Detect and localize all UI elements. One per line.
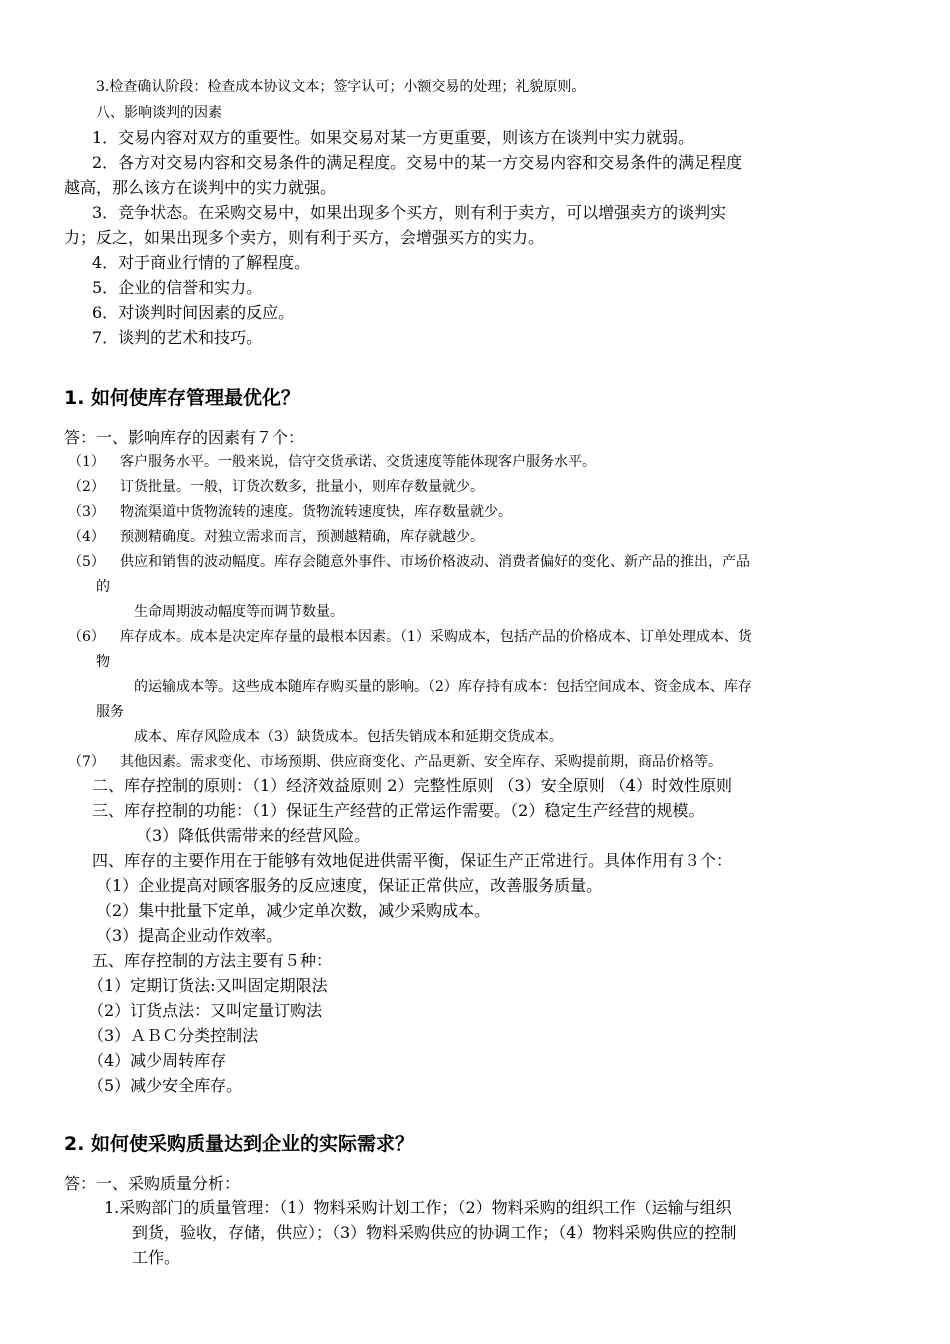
list-item-wrap: 服务 (96, 704, 124, 720)
list-item-number: （7） (68, 754, 105, 770)
list-item-continuation: 工作。 (132, 1248, 181, 1267)
list-item (68, 755, 722, 769)
list-item: （1）企业提高对顾客服务的反应速度，保证正常供应，改善服务质量。 (96, 876, 603, 895)
list-item: （1）定期订货法:又叫固定期限法 (88, 976, 328, 995)
list-item-wrap: 物 (96, 654, 110, 670)
list-item-continuation: 成本、库存风险成本（3）缺货成本。包括失销成本和延期交货成本。 (134, 729, 563, 745)
list-item (68, 530, 484, 544)
list-item-number: （1） (68, 454, 105, 470)
list-item-number: （4） (68, 529, 105, 545)
list-item-text: 客户服务水平。一般来说，信守交货承诺、交货速度等能体现客户服务水平。 (120, 454, 596, 470)
list-item-number: （5） (68, 554, 105, 570)
list-item: 6．对谈判时间因素的反应。 (92, 303, 295, 322)
list-item-text: 物流渠道中货物流转的速度。货物流转速度快，库存数量就少。 (120, 504, 512, 520)
list-item-number: （3） (68, 504, 105, 520)
list-item-continuation: 生命周期波动幅度等而调节数量。 (134, 604, 344, 620)
section-heading: 四、库存的主要作用在于能够有效地促进供需平衡，保证生产正常进行。具体作用有３个： (92, 851, 733, 870)
list-item: 1.采购部门的质量管理：（1）物料采购计划工作；（2）物料采购的组织工作（运输与组织 (104, 1198, 732, 1217)
list-item-wrap: 的 (96, 579, 110, 595)
list-item-continuation: 的运输成本等。这些成本随库存购买量的影响。（2）库存持有成本：包括空间成本、资金成本、库存 (134, 679, 752, 695)
list-item-text: 供应和销售的波动幅度。库存会随意外事件、市场价格波动、消费者偏好的变化、新产品的推出，产品 (120, 554, 750, 570)
answer-intro: 答：一、采购质量分析： (64, 1174, 241, 1193)
list-item-continuation: 力；反之，如果出现多个卖方，则有利于买方，会增强买方的实力。 (64, 228, 545, 247)
list-item: （2）订货点法：又叫定量订购法 (88, 1001, 323, 1020)
list-item: （3）提高企业动作效率。 (96, 926, 283, 945)
list-item-text: 预测精确度。对独立需求而言，预测越精确，库存就越少。 (120, 529, 484, 545)
list-item: 2．各方对交易内容和交易条件的满足程度。交易中的某一方交易内容和交易条件的满足程度 (92, 153, 743, 172)
section-heading: 三、库存控制的功能：（1）保证生产经营的正常运作需要。（2）稳定生产经营的规模。 (92, 801, 705, 820)
list-item: 7．谈判的艺术和技巧。 (92, 328, 263, 347)
list-item-text: 订货批量。一般，订货次数多，批量小，则库存数量就少。 (120, 479, 484, 495)
answer-intro: 答：一、影响库存的因素有７个： (64, 428, 305, 447)
list-item: （5）减少安全库存。 (88, 1076, 243, 1095)
list-item-number: （2） (68, 479, 105, 495)
question-title: 1. 如何使库存管理最优化？ (64, 387, 301, 409)
section-heading: 五、库存控制的方法主要有５种： (92, 951, 333, 970)
list-item (68, 630, 752, 644)
list-item: （4）减少周转库存 (88, 1051, 227, 1070)
list-item (68, 455, 596, 469)
list-item: 5．企业的信誉和实力。 (92, 278, 263, 297)
list-item: （2）集中批量下定单，减少定单次数，减少采购成本。 (96, 901, 491, 920)
list-item-text: 库存成本。成本是决定库存量的最根本因素。（1）采购成本，包括产品的价格成本、订单处理成本、货 (120, 629, 752, 645)
list-item (68, 555, 750, 569)
list-item-number: （6） (68, 629, 105, 645)
list-item: 4．对于商业行情的了解程度。 (92, 253, 311, 272)
section-heading: 二、库存控制的原则：（1）经济效益原则 2）完整性原则 （3）安全原则 （4）时效性原则 (92, 776, 732, 795)
list-item-continuation: 到货，验收，存储，供应）；（3）物料采购供应的协调工作；（4）物料采购供应的控制 (132, 1223, 737, 1242)
list-item (68, 480, 484, 494)
list-item (68, 505, 512, 519)
list-item: （3）ＡＢＣ分类控制法 (88, 1026, 259, 1045)
section-heading: 八、影响谈判的因素 (96, 105, 222, 121)
list-item-text: 其他因素。需求变化、市场预期、供应商变化、产品更新、安全库存、采购提前期，商品价格等。 (120, 754, 722, 770)
list-item-continuation: 越高，那么该方在谈判中的实力就强。 (64, 178, 337, 197)
text-line: 3.检查确认阶段：检查成本协议文本；签字认可；小额交易的处理；礼貌原则。 (96, 79, 586, 95)
list-item: 1．交易内容对双方的重要性。如果交易对某一方更重要，则该方在谈判中实力就弱。 (92, 128, 695, 147)
list-item-continuation: （3）降低供需带来的经营风险。 (136, 826, 371, 845)
question-title: 2. 如何使采购质量达到企业的实际需求？ (64, 1133, 415, 1155)
list-item: 3．竞争状态。在采购交易中，如果出现多个买方，则有利于卖方，可以增强卖方的谈判实 (92, 203, 727, 222)
